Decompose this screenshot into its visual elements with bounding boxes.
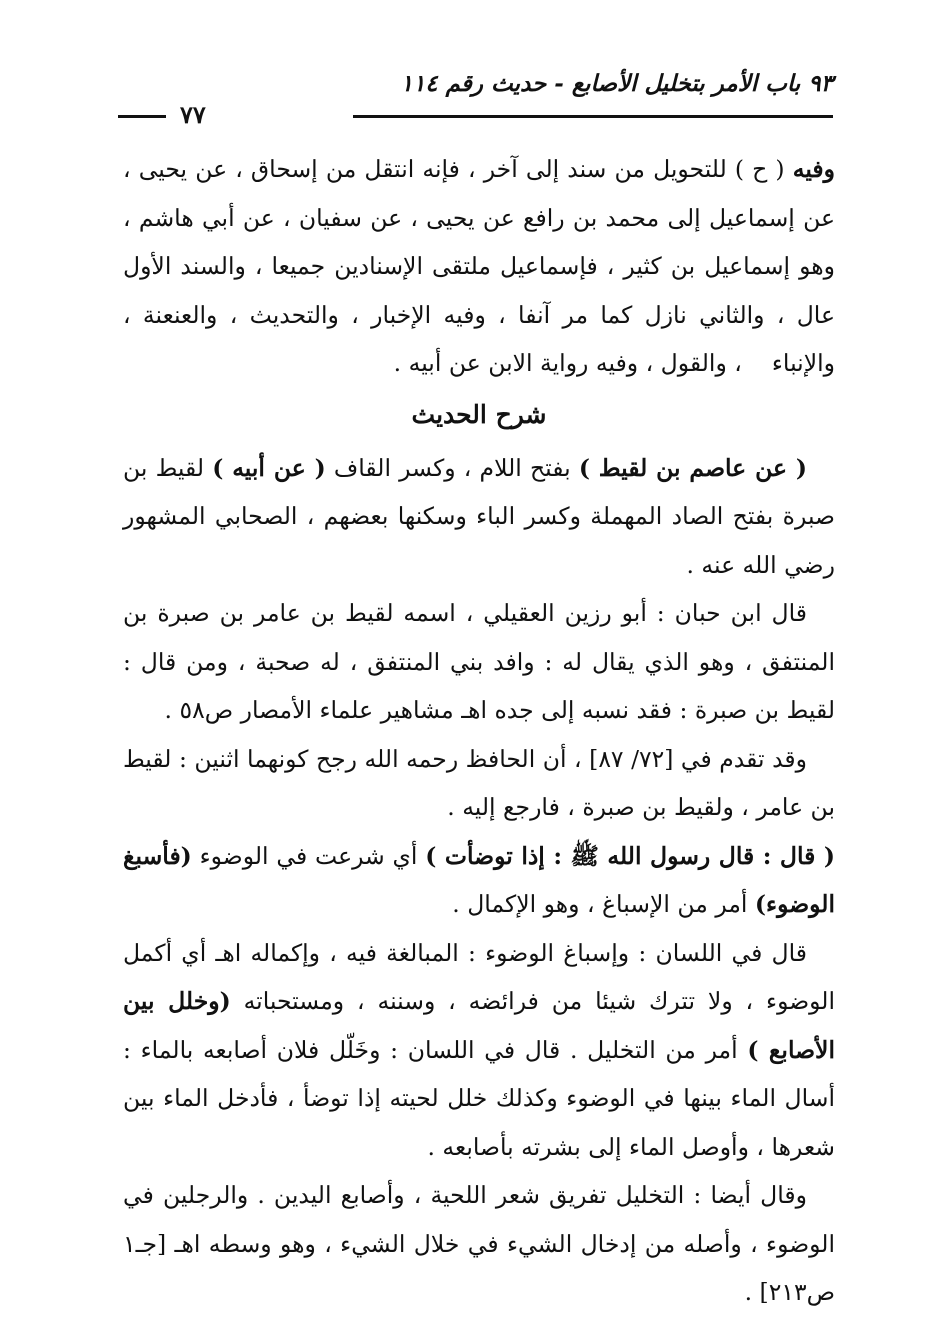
paragraph-text: ( ح ) للتحويل من سند إلى آخر ، فإنه انتقل من إسحاق ، عن يحيى ، عن إسماعيل إلى محمد بن رافع عن يحيى ، عن سفيان ، عن أبي هاشم ، وهو إسماعيل بن كثير ، فإسماعيل ملتقى الإسنادين جميعا ، والسند الأول عال ، والثاني نازل كما مر آنفا ، وفيه الإخبار ، والتحديث ، والعنعنة ، والإنباء (123, 155, 835, 377)
bold-quote: (فأسبغ الوضوء) (123, 841, 835, 918)
paragraph-text: أمر من التخليل . قال في اللسان : وخَلّل فلان أصابعه بالماء : أسال الماء بينها في الوضوء وكذلك خلل لحيته إذا توضأ ، فأدخل الماء بين شعرها ، وأوصل الماء إلى بشرته بأصابعه . (123, 1035, 835, 1161)
header-rule (353, 115, 833, 118)
paragraph-lisan-isbagh (123, 929, 835, 1172)
running-header (118, 70, 833, 128)
paragraph-chain-notes (123, 145, 835, 388)
page-body (123, 145, 835, 1317)
chapter-header-title: ٩٣ باب الأمر بتخليل الأصابع - حديث رقم ١١٤ (400, 70, 833, 97)
paragraph-cross-reference: وقد تقدم في [٧٢/ ٨٧] ، أن الحافظ رحمه الله رجح كونهما اثنين : لقيط بن عامر ، ولقيط بن صبرة ، فارجع إليه . (123, 744, 835, 821)
paragraph-ibn-hibban: قال ابن حبان : أبو رزين العقيلي ، اسمه لقيط بن عامر بن صبرة بن المنتفق ، وهو الذي يقال له : وافد بني المنتفق ، له صحبة ، ومن قال : لقيط بن صبرة : فقد نسبه إلى جده اهـ مشاهير علماء الأمصار ص٥٨ . (123, 599, 835, 724)
paragraph-text: قال في اللسان : وإسباغ الوضوء : المبالغة فيه ، وإكماله اهـ أي أكمل الوضوء ، ولا تترك شيئا من فرائضه ، وسننه ، ومستحباته (123, 938, 835, 1015)
bold-quote: ( عن عاصم بن لقيط ) (578, 453, 807, 482)
bold-quote: (وخلل بين الأصابع ) (123, 987, 835, 1064)
paragraph-hadith-text (123, 832, 835, 929)
paragraph-text: لقيط بن صبرة بفتح الصاد المهملة وكسر الباء وسكنها بعضهم ، الصحابي المشهور رضي الله عنه . (123, 453, 835, 579)
bold-lead-word: وفيه (792, 155, 835, 183)
bold-quote: ( قال : قال رسول الله ﷺ : إذا توضأت ) (425, 841, 835, 870)
paragraph-text-tail: ، والقول ، وفيه رواية الابن عن أبيه . (393, 349, 742, 377)
paragraph-text: أمر من الإسباغ ، وهو الإكمال . (452, 890, 755, 918)
header-rule-short (118, 115, 166, 118)
bold-quote: ( عن أبيه ) (212, 453, 326, 482)
paragraph-text: أي شرعت في الوضوء (191, 841, 426, 870)
paragraph-takhleel-definition: وقال أيضا : التخليل تفريق شعر اللحية ، وأصابع اليدين . والرجلين في الوضوء ، وأصله من إدخال الشيء في خلال الشيء ، وهو وسطه اهـ [جـ١ ص٢١٣] . (123, 1181, 835, 1306)
paragraph-text: بفتح اللام ، وكسر القاف (325, 453, 579, 482)
section-title: شرح الحديث (411, 399, 547, 429)
paragraph-narrator-explanation (123, 444, 835, 590)
page-number: ٧٧ (180, 100, 206, 129)
